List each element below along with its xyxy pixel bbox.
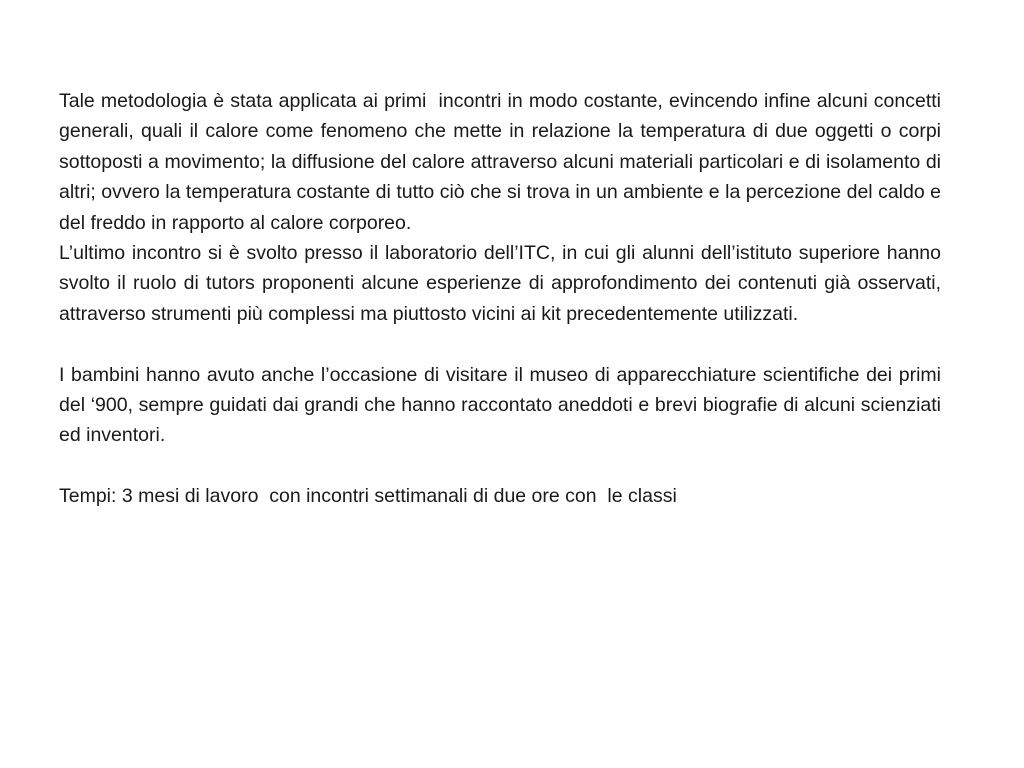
paragraph-last-meeting: L’ultimo incontro si è svolto presso il laboratorio dell’ITC, in cui gli alunni dell’istituto superiore hanno svolto il ruolo di tutors proponenti alcune esperienze di approfondimento dei contenuti già osservati, attraverso strumenti più complessi ma piuttosto vicini ai kit precedentemente utilizzati. [59, 242, 947, 325]
paragraph-gap [59, 451, 941, 481]
paragraph-methodology: Tale metodologia è stata applicata ai primi incontri in modo costante, evincendo infine alcuni concetti generali, quali il calore come fenomeno che mette in relazione la temperatura di due oggetti o corpi sottoposti a movimento; la diffusione del calore attraverso alcuni materiali particolari e di isolamento di altri; ovvero la temperatura costante di tutto ciò che si trova in un ambiente e la percezione del caldo e del freddo in rapporto al calore corporeo. [59, 90, 952, 234]
paragraph-gap [59, 329, 941, 359]
text-body [59, 86, 952, 512]
paragraph-timing: Tempi: 3 mesi di lavoro con incontri settimanali di due ore con le classi [59, 485, 677, 508]
paragraph-museum-visit: I bambini hanno avuto anche l’occasione di visitare il museo di apparecchiature scientifiche dei primi del ‘900, sempre guidati dai grandi che hanno raccontato aneddoti e brevi biografie di alcuni scienziati ed inventori. [59, 363, 947, 447]
